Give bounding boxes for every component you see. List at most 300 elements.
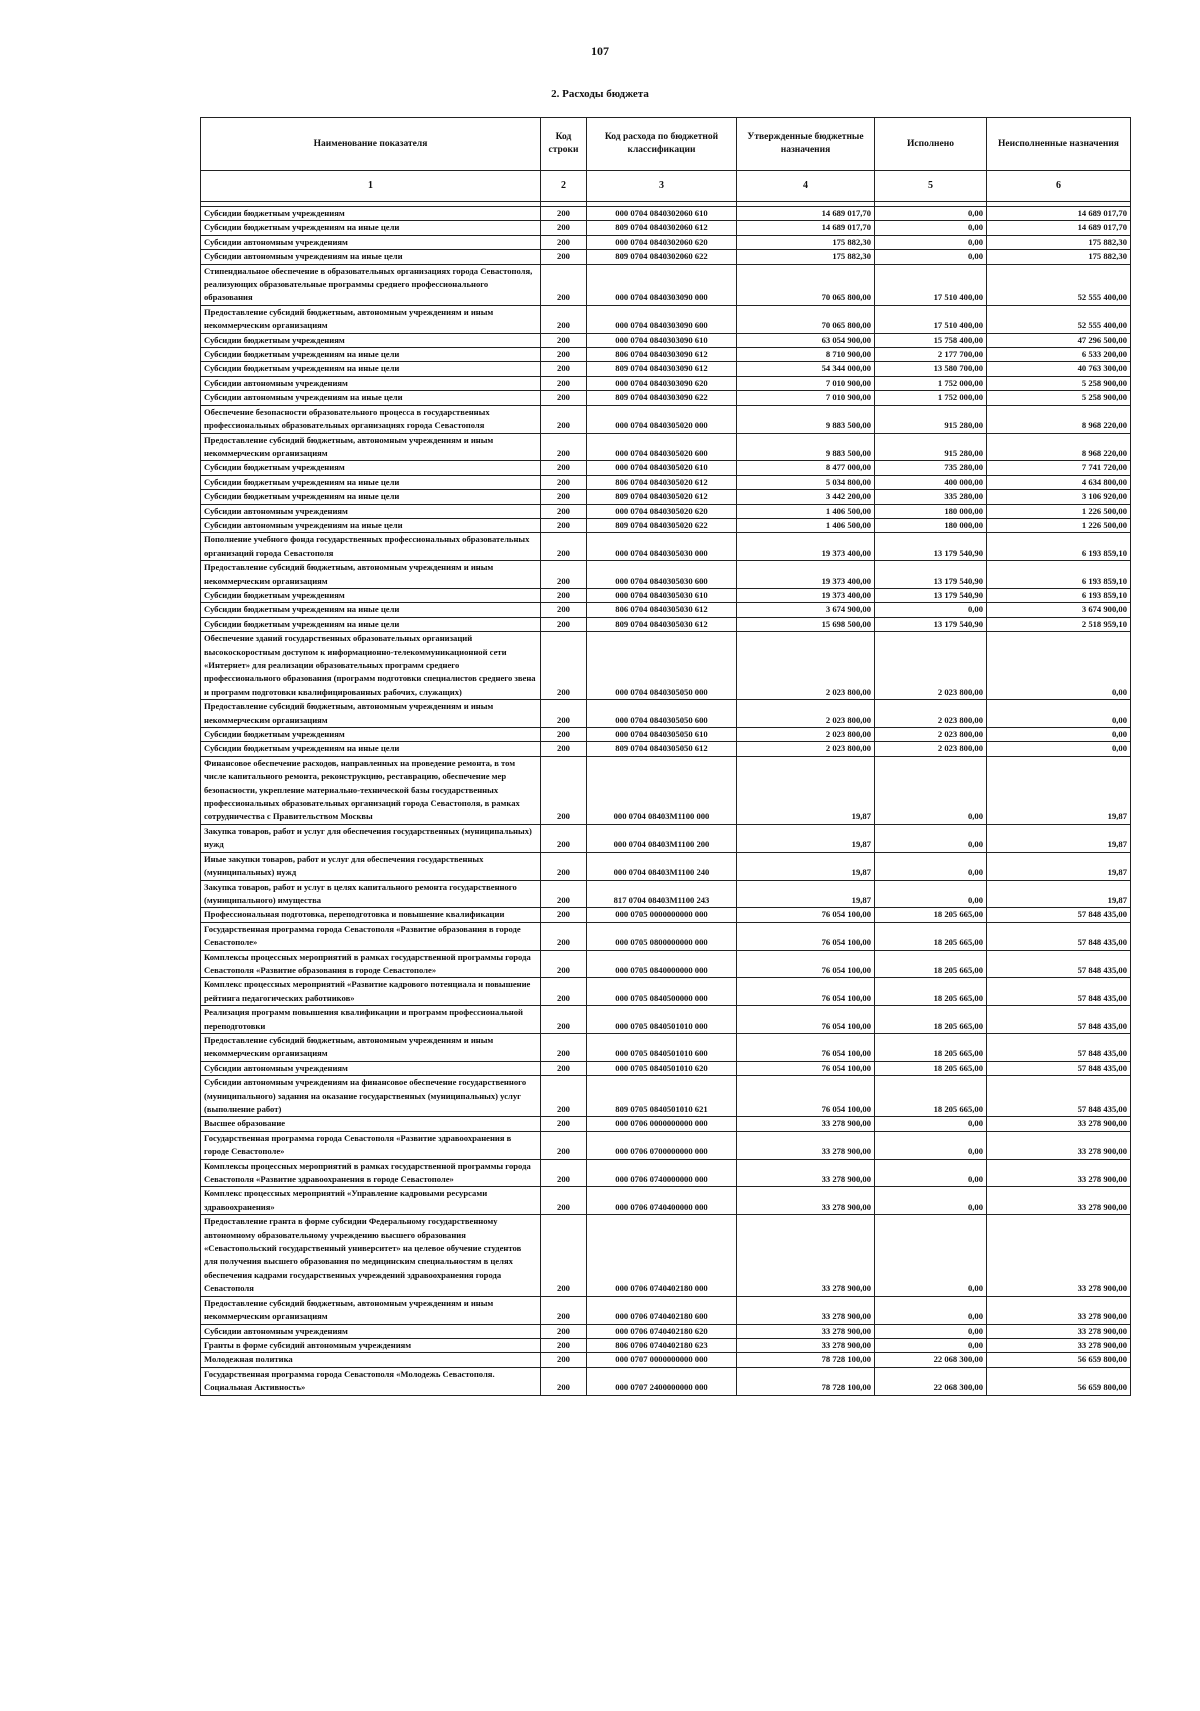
row-unexecuted-cell: 33 278 900,00 <box>987 1159 1131 1187</box>
row-executed-cell: 0,00 <box>875 852 987 880</box>
row-approved-cell: 76 054 100,00 <box>737 908 875 922</box>
row-approved-cell: 33 278 900,00 <box>737 1215 875 1296</box>
row-classification-code-cell: 000 0704 0840302060 610 <box>587 207 737 221</box>
row-unexecuted-cell: 175 882,30 <box>987 250 1131 264</box>
row-executed-cell: 18 205 665,00 <box>875 1076 987 1117</box>
row-line-code-cell: 200 <box>541 264 587 305</box>
table-row <box>201 1061 1131 1075</box>
row-line-code-cell: 200 <box>541 1324 587 1338</box>
row-name-cell: Субсидии автономным учреждениям <box>201 1061 541 1075</box>
row-unexecuted-cell: 57 848 435,00 <box>987 978 1131 1006</box>
table-row <box>201 1076 1131 1117</box>
row-unexecuted-cell: 47 296 500,00 <box>987 333 1131 347</box>
row-unexecuted-cell: 57 848 435,00 <box>987 1033 1131 1061</box>
row-unexecuted-cell: 33 278 900,00 <box>987 1117 1131 1131</box>
row-executed-cell: 2 023 800,00 <box>875 742 987 756</box>
row-approved-cell: 8 710 900,00 <box>737 348 875 362</box>
row-classification-code-cell: 806 0704 0840303090 612 <box>587 348 737 362</box>
row-unexecuted-cell: 56 659 800,00 <box>987 1353 1131 1367</box>
table-row <box>201 1367 1131 1395</box>
row-line-code-cell: 200 <box>541 475 587 489</box>
row-line-code-cell: 200 <box>541 728 587 742</box>
row-executed-cell: 0,00 <box>875 221 987 235</box>
row-approved-cell: 76 054 100,00 <box>737 1076 875 1117</box>
row-name-cell: Государственная программа города Севастополя «Молодежь Севастополя. Социальная Активность» <box>201 1367 541 1395</box>
row-executed-cell: 13 179 540,90 <box>875 533 987 561</box>
row-classification-code-cell: 809 0705 0840501010 621 <box>587 1076 737 1117</box>
table-row <box>201 561 1131 589</box>
row-approved-cell: 2 023 800,00 <box>737 742 875 756</box>
row-executed-cell: 0,00 <box>875 235 987 249</box>
row-name-cell: Субсидии бюджетным учреждениям на иные цели <box>201 617 541 631</box>
row-unexecuted-cell: 33 278 900,00 <box>987 1324 1131 1338</box>
row-name-cell: Субсидии бюджетным учреждениям <box>201 461 541 475</box>
row-line-code-cell: 200 <box>541 1367 587 1395</box>
row-unexecuted-cell: 8 968 220,00 <box>987 405 1131 433</box>
column-header-line-code: Код строки <box>541 118 587 171</box>
row-classification-code-cell: 000 0704 0840305050 610 <box>587 728 737 742</box>
row-executed-cell: 915 280,00 <box>875 405 987 433</box>
column-header-unexecuted: Неисполненные назначения <box>987 118 1131 171</box>
row-name-cell: Субсидии бюджетным учреждениям на иные цели <box>201 362 541 376</box>
row-unexecuted-cell: 57 848 435,00 <box>987 950 1131 978</box>
row-line-code-cell: 200 <box>541 1033 587 1061</box>
row-line-code-cell: 200 <box>541 250 587 264</box>
row-executed-cell: 1 752 000,00 <box>875 376 987 390</box>
table-row <box>201 391 1131 405</box>
row-name-cell: Субсидии автономным учреждениям на иные цели <box>201 250 541 264</box>
row-line-code-cell: 200 <box>541 1061 587 1075</box>
row-line-code-cell: 200 <box>541 1117 587 1131</box>
row-classification-code-cell: 000 0706 0740402180 620 <box>587 1324 737 1338</box>
row-line-code-cell: 200 <box>541 207 587 221</box>
table-row <box>201 405 1131 433</box>
row-approved-cell: 19,87 <box>737 880 875 908</box>
row-approved-cell: 14 689 017,70 <box>737 207 875 221</box>
row-executed-cell: 0,00 <box>875 824 987 852</box>
row-name-cell: Предоставление субсидий бюджетным, автономным учреждениям и иным некоммерческим организациям <box>201 1296 541 1324</box>
row-executed-cell: 0,00 <box>875 1324 987 1338</box>
row-name-cell: Субсидии автономным учреждениям на иные цели <box>201 391 541 405</box>
row-line-code-cell: 200 <box>541 504 587 518</box>
row-name-cell: Субсидии бюджетным учреждениям на иные цели <box>201 475 541 489</box>
row-line-code-cell: 200 <box>541 561 587 589</box>
row-name-cell: Реализация программ повышения квалификации и программ профессиональной переподготовки <box>201 1006 541 1034</box>
row-approved-cell: 2 023 800,00 <box>737 632 875 700</box>
row-approved-cell: 175 882,30 <box>737 250 875 264</box>
row-classification-code-cell: 000 0705 0840501010 000 <box>587 1006 737 1034</box>
row-classification-code-cell: 000 0707 2400000000 000 <box>587 1367 737 1395</box>
row-approved-cell: 19 373 400,00 <box>737 588 875 602</box>
row-line-code-cell: 200 <box>541 978 587 1006</box>
column-number: 2 <box>541 171 587 202</box>
row-unexecuted-cell: 52 555 400,00 <box>987 305 1131 333</box>
row-unexecuted-cell: 6 193 859,10 <box>987 561 1131 589</box>
row-executed-cell: 2 023 800,00 <box>875 700 987 728</box>
row-name-cell: Обеспечение зданий государственных образовательных организаций высокоскоростным доступом к информационно-телекоммуникационной сети «Интернет» для реализации образовательных программ среднего профессионального образования (программ подготовки специалистов среднего звена и программ подготовки квалифицированных рабочих, служащих) <box>201 632 541 700</box>
row-unexecuted-cell: 2 518 959,10 <box>987 617 1131 631</box>
row-classification-code-cell: 000 0706 0740000000 000 <box>587 1159 737 1187</box>
row-name-cell: Предоставление субсидий бюджетным, автономным учреждениям и иным некоммерческим организациям <box>201 700 541 728</box>
row-approved-cell: 78 728 100,00 <box>737 1367 875 1395</box>
row-approved-cell: 9 883 500,00 <box>737 433 875 461</box>
row-name-cell: Субсидии автономным учреждениям <box>201 235 541 249</box>
row-unexecuted-cell: 57 848 435,00 <box>987 922 1131 950</box>
row-name-cell: Закупка товаров, работ и услуг для обеспечения государственных (муниципальных) нужд <box>201 824 541 852</box>
row-name-cell: Предоставление субсидий бюджетным, автономным учреждениям и иным некоммерческим организациям <box>201 433 541 461</box>
row-name-cell: Предоставление субсидий бюджетным, автономным учреждениям и иным некоммерческим организациям <box>201 561 541 589</box>
row-classification-code-cell: 000 0705 0840501010 620 <box>587 1061 737 1075</box>
row-name-cell: Гранты в форме субсидий автономным учреждениям <box>201 1338 541 1352</box>
table-row <box>201 1296 1131 1324</box>
row-unexecuted-cell: 6 193 859,10 <box>987 533 1131 561</box>
row-classification-code-cell: 000 0705 0840500000 000 <box>587 978 737 1006</box>
row-unexecuted-cell: 4 634 800,00 <box>987 475 1131 489</box>
row-executed-cell: 18 205 665,00 <box>875 1006 987 1034</box>
row-line-code-cell: 200 <box>541 533 587 561</box>
table-row <box>201 207 1131 221</box>
column-number: 4 <box>737 171 875 202</box>
row-approved-cell: 175 882,30 <box>737 235 875 249</box>
row-line-code-cell: 200 <box>541 1353 587 1367</box>
table-row <box>201 533 1131 561</box>
row-classification-code-cell: 000 0706 0740400000 000 <box>587 1187 737 1215</box>
row-approved-cell: 1 406 500,00 <box>737 504 875 518</box>
row-name-cell: Комплекс процессных мероприятий «Управление кадровыми ресурсами здравоохранения» <box>201 1187 541 1215</box>
row-approved-cell: 33 278 900,00 <box>737 1159 875 1187</box>
row-executed-cell: 13 179 540,90 <box>875 561 987 589</box>
row-line-code-cell: 200 <box>541 1159 587 1187</box>
row-classification-code-cell: 809 0704 0840305020 622 <box>587 518 737 532</box>
row-name-cell: Высшее образование <box>201 1117 541 1131</box>
table-row <box>201 362 1131 376</box>
row-approved-cell: 19,87 <box>737 852 875 880</box>
row-line-code-cell: 200 <box>541 433 587 461</box>
row-approved-cell: 70 065 800,00 <box>737 305 875 333</box>
row-classification-code-cell: 817 0704 08403М1100 243 <box>587 880 737 908</box>
row-approved-cell: 2 023 800,00 <box>737 700 875 728</box>
table-row <box>201 852 1131 880</box>
table-row <box>201 333 1131 347</box>
row-name-cell: Субсидии бюджетным учреждениям <box>201 207 541 221</box>
row-line-code-cell: 200 <box>541 1187 587 1215</box>
row-executed-cell: 0,00 <box>875 1117 987 1131</box>
row-approved-cell: 76 054 100,00 <box>737 978 875 1006</box>
row-unexecuted-cell: 19,87 <box>987 824 1131 852</box>
row-executed-cell: 22 068 300,00 <box>875 1353 987 1367</box>
table-row <box>201 504 1131 518</box>
table-row <box>201 756 1131 824</box>
table-row <box>201 950 1131 978</box>
row-unexecuted-cell: 14 689 017,70 <box>987 207 1131 221</box>
page-number: 107 <box>591 44 609 58</box>
row-executed-cell: 0,00 <box>875 880 987 908</box>
row-unexecuted-cell: 3 674 900,00 <box>987 603 1131 617</box>
row-unexecuted-cell: 52 555 400,00 <box>987 264 1131 305</box>
table-row <box>201 1006 1131 1034</box>
row-approved-cell: 3 442 200,00 <box>737 490 875 504</box>
row-unexecuted-cell: 19,87 <box>987 852 1131 880</box>
row-executed-cell: 0,00 <box>875 1338 987 1352</box>
row-name-cell: Субсидии бюджетным учреждениям <box>201 333 541 347</box>
row-unexecuted-cell: 14 689 017,70 <box>987 221 1131 235</box>
row-approved-cell: 19,87 <box>737 756 875 824</box>
row-line-code-cell: 200 <box>541 617 587 631</box>
row-classification-code-cell: 809 0704 0840302060 622 <box>587 250 737 264</box>
table-row <box>201 475 1131 489</box>
row-executed-cell: 13 580 700,00 <box>875 362 987 376</box>
table-row <box>201 1338 1131 1352</box>
row-unexecuted-cell: 57 848 435,00 <box>987 1061 1131 1075</box>
row-approved-cell: 76 054 100,00 <box>737 922 875 950</box>
row-classification-code-cell: 000 0704 0840305020 610 <box>587 461 737 475</box>
row-name-cell: Субсидии автономным учреждениям <box>201 1324 541 1338</box>
row-line-code-cell: 200 <box>541 922 587 950</box>
row-line-code-cell: 200 <box>541 824 587 852</box>
row-executed-cell: 18 205 665,00 <box>875 922 987 950</box>
row-classification-code-cell: 000 0705 0840501010 600 <box>587 1033 737 1061</box>
row-unexecuted-cell: 8 968 220,00 <box>987 433 1131 461</box>
row-line-code-cell: 200 <box>541 880 587 908</box>
table-row <box>201 1353 1131 1367</box>
row-line-code-cell: 200 <box>541 305 587 333</box>
table-row <box>201 1117 1131 1131</box>
row-approved-cell: 8 477 000,00 <box>737 461 875 475</box>
row-approved-cell: 33 278 900,00 <box>737 1296 875 1324</box>
row-classification-code-cell: 809 0704 0840302060 612 <box>587 221 737 235</box>
row-unexecuted-cell: 6 533 200,00 <box>987 348 1131 362</box>
row-classification-code-cell: 000 0706 0700000000 000 <box>587 1131 737 1159</box>
row-line-code-cell: 200 <box>541 518 587 532</box>
row-approved-cell: 76 054 100,00 <box>737 1061 875 1075</box>
table-row <box>201 588 1131 602</box>
column-number: 5 <box>875 171 987 202</box>
row-approved-cell: 76 054 100,00 <box>737 950 875 978</box>
row-unexecuted-cell: 40 763 300,00 <box>987 362 1131 376</box>
column-number: 6 <box>987 171 1131 202</box>
row-name-cell: Субсидии бюджетным учреждениям <box>201 728 541 742</box>
row-classification-code-cell: 000 0705 0840000000 000 <box>587 950 737 978</box>
row-classification-code-cell: 000 0706 0740402180 000 <box>587 1215 737 1296</box>
row-executed-cell: 18 205 665,00 <box>875 950 987 978</box>
row-name-cell: Комплексы процессных мероприятий в рамках государственной программы города Севастополя «Развитие образования в городе Севастополе» <box>201 950 541 978</box>
row-approved-cell: 7 010 900,00 <box>737 391 875 405</box>
row-approved-cell: 33 278 900,00 <box>737 1324 875 1338</box>
row-approved-cell: 76 054 100,00 <box>737 1006 875 1034</box>
row-name-cell: Пополнение учебного фонда государственных профессиональных образовательных организаций города Севастополя <box>201 533 541 561</box>
row-unexecuted-cell: 33 278 900,00 <box>987 1215 1131 1296</box>
row-classification-code-cell: 000 0704 08403М1100 200 <box>587 824 737 852</box>
row-approved-cell: 33 278 900,00 <box>737 1117 875 1131</box>
row-classification-code-cell: 809 0704 0840305030 612 <box>587 617 737 631</box>
row-name-cell: Иные закупки товаров, работ и услуг для обеспечения государственных (муниципальных) нужд <box>201 852 541 880</box>
table-row <box>201 490 1131 504</box>
row-classification-code-cell: 000 0704 0840305050 000 <box>587 632 737 700</box>
row-executed-cell: 17 510 400,00 <box>875 264 987 305</box>
row-executed-cell: 0,00 <box>875 1187 987 1215</box>
row-name-cell: Субсидии автономным учреждениям <box>201 504 541 518</box>
row-classification-code-cell: 809 0704 0840305020 612 <box>587 490 737 504</box>
row-classification-code-cell: 000 0705 0000000000 000 <box>587 908 737 922</box>
table-row <box>201 433 1131 461</box>
row-name-cell: Стипендиальное обеспечение в образовательных организациях города Севастополя, реализующих образовательные программы среднего профессионального образования <box>201 264 541 305</box>
row-approved-cell: 19 373 400,00 <box>737 561 875 589</box>
row-name-cell: Предоставление субсидий бюджетным, автономным учреждениям и иным некоммерческим организациям <box>201 1033 541 1061</box>
row-name-cell: Субсидии бюджетным учреждениям на иные цели <box>201 603 541 617</box>
row-classification-code-cell: 000 0704 0840305030 000 <box>587 533 737 561</box>
row-name-cell: Комплексы процессных мероприятий в рамках государственной программы города Севастополя «Развитие здравоохранения в городе Севастополе» <box>201 1159 541 1187</box>
row-name-cell: Комплекс процессных мероприятий «Развитие кадрового потенциала и повышение рейтинга педагогических работников» <box>201 978 541 1006</box>
table-row <box>201 1159 1131 1187</box>
column-header-name: Наименование показателя <box>201 118 541 171</box>
row-classification-code-cell: 806 0704 0840305020 612 <box>587 475 737 489</box>
row-unexecuted-cell: 0,00 <box>987 632 1131 700</box>
row-line-code-cell: 200 <box>541 1006 587 1034</box>
row-executed-cell: 17 510 400,00 <box>875 305 987 333</box>
row-approved-cell: 70 065 800,00 <box>737 264 875 305</box>
row-name-cell: Субсидии бюджетным учреждениям на иные цели <box>201 348 541 362</box>
row-approved-cell: 33 278 900,00 <box>737 1187 875 1215</box>
row-line-code-cell: 200 <box>541 852 587 880</box>
row-approved-cell: 15 698 500,00 <box>737 617 875 631</box>
table-row <box>201 603 1131 617</box>
row-line-code-cell: 200 <box>541 405 587 433</box>
expenditure-table <box>200 117 1131 1396</box>
row-classification-code-cell: 000 0704 0840305020 600 <box>587 433 737 461</box>
row-classification-code-cell: 809 0704 0840303090 612 <box>587 362 737 376</box>
row-unexecuted-cell: 57 848 435,00 <box>987 908 1131 922</box>
row-name-cell: Государственная программа города Севастополя «Развитие здравоохранения в городе Севастополе» <box>201 1131 541 1159</box>
row-approved-cell: 54 344 000,00 <box>737 362 875 376</box>
table-row <box>201 461 1131 475</box>
row-unexecuted-cell: 0,00 <box>987 700 1131 728</box>
row-approved-cell: 76 054 100,00 <box>737 1033 875 1061</box>
row-unexecuted-cell: 3 106 920,00 <box>987 490 1131 504</box>
column-header-executed: Исполнено <box>875 118 987 171</box>
row-name-cell: Субсидии автономным учреждениям на иные цели <box>201 518 541 532</box>
row-name-cell: Субсидии автономным учреждениям <box>201 376 541 390</box>
row-line-code-cell: 200 <box>541 333 587 347</box>
table-row <box>201 305 1131 333</box>
row-classification-code-cell: 000 0704 0840305050 600 <box>587 700 737 728</box>
row-executed-cell: 915 280,00 <box>875 433 987 461</box>
table-row <box>201 250 1131 264</box>
table-body <box>201 171 1131 1396</box>
row-approved-cell: 2 023 800,00 <box>737 728 875 742</box>
row-executed-cell: 735 280,00 <box>875 461 987 475</box>
row-name-cell: Финансовое обеспечение расходов, направленных на проведение ремонта, в том числе капитального ремонта, реконструкцию, реставрацию, обеспечение мер безопасности, укрепление материально-технической базы государственных профессиональных образовательных организаций города Севастополя, в рамках сотрудничества с Правительством Москвы <box>201 756 541 824</box>
table-row <box>201 1187 1131 1215</box>
column-number: 1 <box>201 171 541 202</box>
table-row <box>201 742 1131 756</box>
row-line-code-cell: 200 <box>541 235 587 249</box>
row-unexecuted-cell: 5 258 900,00 <box>987 391 1131 405</box>
row-line-code-cell: 200 <box>541 603 587 617</box>
row-classification-code-cell: 806 0704 0840305030 612 <box>587 603 737 617</box>
row-classification-code-cell: 000 0707 0000000000 000 <box>587 1353 737 1367</box>
row-executed-cell: 0,00 <box>875 1159 987 1187</box>
table-row <box>201 264 1131 305</box>
row-classification-code-cell: 000 0705 0800000000 000 <box>587 922 737 950</box>
row-line-code-cell: 200 <box>541 362 587 376</box>
row-executed-cell: 22 068 300,00 <box>875 1367 987 1395</box>
table-row <box>201 922 1131 950</box>
row-line-code-cell: 200 <box>541 908 587 922</box>
row-approved-cell: 19,87 <box>737 824 875 852</box>
row-classification-code-cell: 809 0704 0840305050 612 <box>587 742 737 756</box>
row-line-code-cell: 200 <box>541 1131 587 1159</box>
row-approved-cell: 14 689 017,70 <box>737 221 875 235</box>
column-number: 3 <box>587 171 737 202</box>
row-executed-cell: 13 179 540,90 <box>875 588 987 602</box>
table-row <box>201 235 1131 249</box>
row-line-code-cell: 200 <box>541 950 587 978</box>
row-executed-cell: 0,00 <box>875 207 987 221</box>
row-approved-cell: 33 278 900,00 <box>737 1131 875 1159</box>
table-row <box>201 1033 1131 1061</box>
row-executed-cell: 18 205 665,00 <box>875 1033 987 1061</box>
row-unexecuted-cell: 33 278 900,00 <box>987 1296 1131 1324</box>
row-unexecuted-cell: 1 226 500,00 <box>987 518 1131 532</box>
table-row <box>201 1324 1131 1338</box>
table-row <box>201 1215 1131 1296</box>
table-row <box>201 1131 1131 1159</box>
row-line-code-cell: 200 <box>541 391 587 405</box>
row-name-cell: Профессиональная подготовка, переподготовка и повышение квалификации <box>201 908 541 922</box>
row-unexecuted-cell: 0,00 <box>987 742 1131 756</box>
row-executed-cell: 15 758 400,00 <box>875 333 987 347</box>
row-classification-code-cell: 000 0704 0840303090 000 <box>587 264 737 305</box>
column-header-classification-code: Код расхода по бюджетной классификации <box>587 118 737 171</box>
row-approved-cell: 5 034 800,00 <box>737 475 875 489</box>
row-line-code-cell: 200 <box>541 632 587 700</box>
row-approved-cell: 9 883 500,00 <box>737 405 875 433</box>
row-name-cell: Предоставление субсидий бюджетным, автономным учреждениям и иным некоммерческим организациям <box>201 305 541 333</box>
row-classification-code-cell: 000 0704 0840303090 600 <box>587 305 737 333</box>
row-line-code-cell: 200 <box>541 1338 587 1352</box>
table-row <box>201 908 1131 922</box>
row-line-code-cell: 200 <box>541 221 587 235</box>
row-executed-cell: 2 177 700,00 <box>875 348 987 362</box>
row-approved-cell: 63 054 900,00 <box>737 333 875 347</box>
row-unexecuted-cell: 0,00 <box>987 728 1131 742</box>
row-classification-code-cell: 000 0704 08403М1100 000 <box>587 756 737 824</box>
row-approved-cell: 7 010 900,00 <box>737 376 875 390</box>
row-line-code-cell: 200 <box>541 1215 587 1296</box>
row-approved-cell: 19 373 400,00 <box>737 533 875 561</box>
row-approved-cell: 33 278 900,00 <box>737 1338 875 1352</box>
row-executed-cell: 1 752 000,00 <box>875 391 987 405</box>
row-executed-cell: 335 280,00 <box>875 490 987 504</box>
row-classification-code-cell: 000 0706 0000000000 000 <box>587 1117 737 1131</box>
table-row <box>201 700 1131 728</box>
row-approved-cell: 3 674 900,00 <box>737 603 875 617</box>
row-unexecuted-cell: 1 226 500,00 <box>987 504 1131 518</box>
row-executed-cell: 13 179 540,90 <box>875 617 987 631</box>
row-executed-cell: 0,00 <box>875 1296 987 1324</box>
row-classification-code-cell: 000 0704 0840303090 620 <box>587 376 737 390</box>
row-unexecuted-cell: 57 848 435,00 <box>987 1006 1131 1034</box>
row-unexecuted-cell: 33 278 900,00 <box>987 1131 1131 1159</box>
row-unexecuted-cell: 33 278 900,00 <box>987 1338 1131 1352</box>
row-classification-code-cell: 000 0704 0840305030 600 <box>587 561 737 589</box>
row-classification-code-cell: 000 0706 0740402180 600 <box>587 1296 737 1324</box>
row-unexecuted-cell: 175 882,30 <box>987 235 1131 249</box>
row-name-cell: Молодежная политика <box>201 1353 541 1367</box>
table-row <box>201 632 1131 700</box>
row-line-code-cell: 200 <box>541 1296 587 1324</box>
row-unexecuted-cell: 33 278 900,00 <box>987 1187 1131 1215</box>
